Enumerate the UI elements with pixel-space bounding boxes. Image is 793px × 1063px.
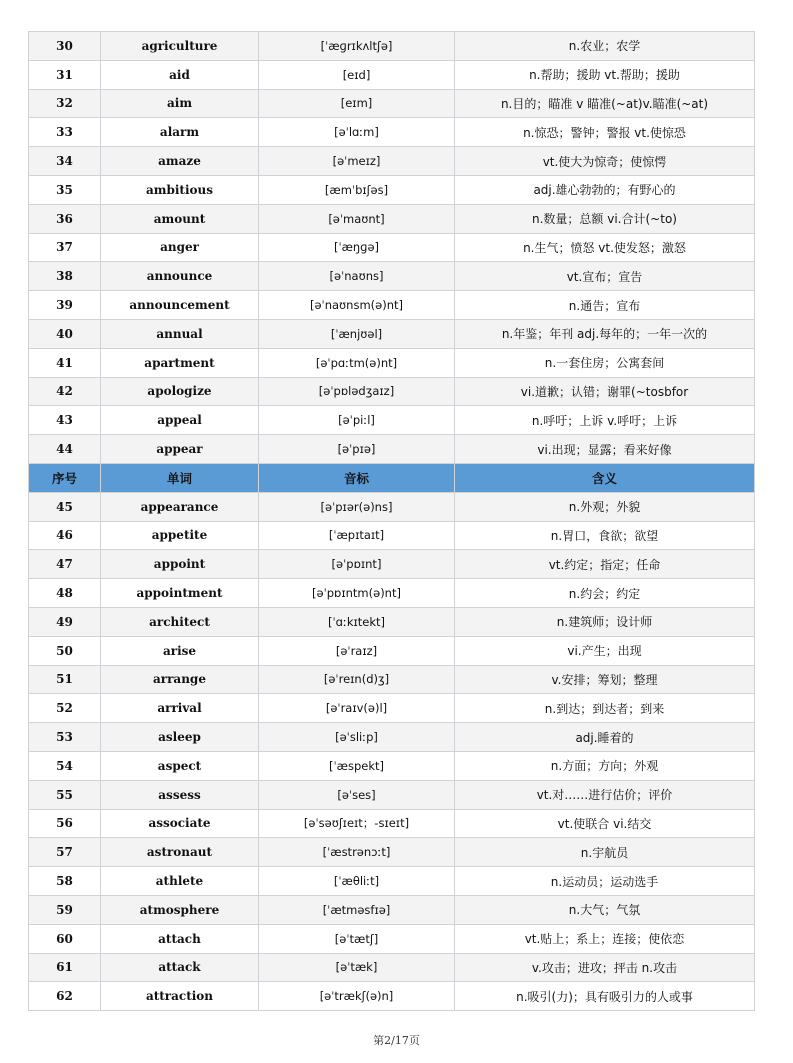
- word-cell: anger: [101, 233, 259, 262]
- table-row: [29, 751, 755, 780]
- meaning-cell: vi.道歉；认错；谢罪(~tosbfor: [455, 377, 755, 406]
- table-row: [29, 982, 755, 1011]
- phonetic-cell: [əˈmaʊnt]: [259, 204, 455, 233]
- word-cell: annual: [101, 319, 259, 348]
- phonetic-cell: [ˈæspekt]: [259, 751, 455, 780]
- vocab-table-body: [29, 32, 755, 1011]
- phonetic-cell: [ˈænjʊəl]: [259, 319, 455, 348]
- meaning-cell: n.约会；约定: [455, 579, 755, 608]
- row-number: 55: [29, 780, 101, 809]
- table-row: [29, 204, 755, 233]
- word-cell: assess: [101, 780, 259, 809]
- phonetic-cell: [əˈtætʃ]: [259, 924, 455, 953]
- meaning-cell: n.建筑师；设计师: [455, 607, 755, 636]
- row-number: 38: [29, 262, 101, 291]
- phonetic-cell: [əˈtrækʃ(ə)n]: [259, 982, 455, 1011]
- meaning-cell: adj.睡着的: [455, 723, 755, 752]
- meaning-cell: n.大气；气氛: [455, 895, 755, 924]
- word-cell: amaze: [101, 147, 259, 176]
- table-row: [29, 492, 755, 521]
- meaning-cell: n.数量；总额 vi.合计(~to): [455, 204, 755, 233]
- row-number: 53: [29, 723, 101, 752]
- header-phonetic: 音标: [259, 463, 455, 492]
- meaning-cell: vi.产生；出现: [455, 636, 755, 665]
- row-number: 61: [29, 953, 101, 982]
- phonetic-cell: [ˈæstrənɔːt]: [259, 838, 455, 867]
- table-row: [29, 838, 755, 867]
- word-cell: appoint: [101, 550, 259, 579]
- word-cell: associate: [101, 809, 259, 838]
- phonetic-cell: [ˈæŋɡə]: [259, 233, 455, 262]
- phonetic-cell: [əˈraɪv(ə)l]: [259, 694, 455, 723]
- table-row: [29, 175, 755, 204]
- phonetic-cell: [əˈtæk]: [259, 953, 455, 982]
- row-number: 52: [29, 694, 101, 723]
- word-cell: agriculture: [101, 32, 259, 61]
- phonetic-cell: [eɪd]: [259, 60, 455, 89]
- meaning-cell: n.胃口，食欲；欲望: [455, 521, 755, 550]
- row-number: 54: [29, 751, 101, 780]
- table-row: [29, 953, 755, 982]
- row-number: 43: [29, 406, 101, 435]
- phonetic-cell: [əˈlɑːm]: [259, 118, 455, 147]
- vocab-table: [28, 31, 755, 1011]
- phonetic-cell: [əˈpɒlədʒaɪz]: [259, 377, 455, 406]
- row-number: 33: [29, 118, 101, 147]
- phonetic-cell: [eɪm]: [259, 89, 455, 118]
- word-cell: appeal: [101, 406, 259, 435]
- row-number: 50: [29, 636, 101, 665]
- row-number: 32: [29, 89, 101, 118]
- meaning-cell: n.农业；农学: [455, 32, 755, 61]
- row-number: 49: [29, 607, 101, 636]
- table-row: [29, 665, 755, 694]
- word-cell: atmosphere: [101, 895, 259, 924]
- phonetic-cell: [ˈætməsfɪə]: [259, 895, 455, 924]
- row-number: 42: [29, 377, 101, 406]
- row-number: 37: [29, 233, 101, 262]
- row-number: 59: [29, 895, 101, 924]
- word-cell: aid: [101, 60, 259, 89]
- phonetic-cell: [əˈpiːl]: [259, 406, 455, 435]
- word-cell: alarm: [101, 118, 259, 147]
- word-cell: attack: [101, 953, 259, 982]
- table-row: [29, 89, 755, 118]
- meaning-cell: n.生气；愤怒 vt.使发怒；激怒: [455, 233, 755, 262]
- table-row: [29, 867, 755, 896]
- row-number: 60: [29, 924, 101, 953]
- table-row: [29, 262, 755, 291]
- meaning-cell: n.到达；到达者；到来: [455, 694, 755, 723]
- phonetic-cell: [əˈnaʊns]: [259, 262, 455, 291]
- row-number: 35: [29, 175, 101, 204]
- meaning-cell: n.一套住房；公寓套间: [455, 348, 755, 377]
- row-number: 41: [29, 348, 101, 377]
- header-meaning: 含义: [455, 463, 755, 492]
- table-row: [29, 694, 755, 723]
- phonetic-cell: [əˈses]: [259, 780, 455, 809]
- meaning-cell: n.年鉴；年刊 adj.每年的；一年一次的: [455, 319, 755, 348]
- phonetic-cell: [ˈæθliːt]: [259, 867, 455, 896]
- table-header-row: [29, 463, 755, 492]
- word-cell: amount: [101, 204, 259, 233]
- word-cell: attraction: [101, 982, 259, 1011]
- word-cell: astronaut: [101, 838, 259, 867]
- table-row: [29, 435, 755, 464]
- table-row: [29, 60, 755, 89]
- phonetic-cell: [əˈpɑːtm(ə)nt]: [259, 348, 455, 377]
- table-row: [29, 118, 755, 147]
- meaning-cell: n.目的；瞄准 v 瞄准(~at)v.瞄准(~at): [455, 89, 755, 118]
- word-cell: apologize: [101, 377, 259, 406]
- row-number: 56: [29, 809, 101, 838]
- table-row: [29, 32, 755, 61]
- row-number: 34: [29, 147, 101, 176]
- header-word: 单词: [101, 463, 259, 492]
- table-row: [29, 636, 755, 665]
- row-number: 39: [29, 291, 101, 320]
- meaning-cell: n.呼吁；上诉 v.呼吁；上诉: [455, 406, 755, 435]
- phonetic-cell: [ˈɑːkɪtekt]: [259, 607, 455, 636]
- row-number: 48: [29, 579, 101, 608]
- word-cell: appointment: [101, 579, 259, 608]
- word-cell: appear: [101, 435, 259, 464]
- phonetic-cell: [əˈnaʊnsm(ə)nt]: [259, 291, 455, 320]
- table-row: [29, 291, 755, 320]
- word-cell: announcement: [101, 291, 259, 320]
- word-cell: arise: [101, 636, 259, 665]
- meaning-cell: vt.对……进行估价；评价: [455, 780, 755, 809]
- meaning-cell: n.外观；外貌: [455, 492, 755, 521]
- table-row: [29, 521, 755, 550]
- meaning-cell: v.安排；筹划；整理: [455, 665, 755, 694]
- table-row: [29, 723, 755, 752]
- meaning-cell: n.方面；方向；外观: [455, 751, 755, 780]
- meaning-cell: vi.出现；显露；看来好像: [455, 435, 755, 464]
- table-row: [29, 406, 755, 435]
- table-row: [29, 377, 755, 406]
- word-cell: arrival: [101, 694, 259, 723]
- word-cell: ambitious: [101, 175, 259, 204]
- meaning-cell: vt.贴上；系上；连接；使依恋: [455, 924, 755, 953]
- meaning-cell: n.吸引(力)；具有吸引力的人或事: [455, 982, 755, 1011]
- meaning-cell: vt.约定；指定；任命: [455, 550, 755, 579]
- meaning-cell: adj.雄心勃勃的；有野心的: [455, 175, 755, 204]
- page-number: 第2/17页: [373, 1034, 420, 1047]
- row-number: 40: [29, 319, 101, 348]
- word-cell: aim: [101, 89, 259, 118]
- row-number: 62: [29, 982, 101, 1011]
- word-cell: aspect: [101, 751, 259, 780]
- table-row: [29, 348, 755, 377]
- phonetic-cell: [əˈreɪn(d)ʒ]: [259, 665, 455, 694]
- meaning-cell: n.宇航员: [455, 838, 755, 867]
- table-row: [29, 147, 755, 176]
- phonetic-cell: [æmˈbɪʃəs]: [259, 175, 455, 204]
- row-number: 57: [29, 838, 101, 867]
- table-row: [29, 579, 755, 608]
- meaning-cell: n.帮助；援助 vt.帮助；援助: [455, 60, 755, 89]
- word-cell: athlete: [101, 867, 259, 896]
- table-row: [29, 319, 755, 348]
- meaning-cell: vt.使大为惊奇；使惊愕: [455, 147, 755, 176]
- phonetic-cell: [əˈraɪz]: [259, 636, 455, 665]
- row-number: 58: [29, 867, 101, 896]
- word-cell: apartment: [101, 348, 259, 377]
- table-row: [29, 233, 755, 262]
- word-cell: attach: [101, 924, 259, 953]
- phonetic-cell: [ˈæɡrɪkʌltʃə]: [259, 32, 455, 61]
- word-cell: appearance: [101, 492, 259, 521]
- phonetic-cell: [əˈpɒɪnt]: [259, 550, 455, 579]
- phonetic-cell: [əˈpɪər(ə)ns]: [259, 492, 455, 521]
- word-cell: announce: [101, 262, 259, 291]
- meaning-cell: vt.宣布；宣告: [455, 262, 755, 291]
- phonetic-cell: [əˈsliːp]: [259, 723, 455, 752]
- phonetic-cell: [ˈæpɪtaɪt]: [259, 521, 455, 550]
- table-row: [29, 809, 755, 838]
- word-cell: asleep: [101, 723, 259, 752]
- row-number: 30: [29, 32, 101, 61]
- phonetic-cell: [əˈsəʊʃɪeɪt；-sɪeɪt]: [259, 809, 455, 838]
- phonetic-cell: [əˈpɒɪntm(ə)nt]: [259, 579, 455, 608]
- table-row: [29, 780, 755, 809]
- word-cell: appetite: [101, 521, 259, 550]
- table-row: [29, 607, 755, 636]
- table-row: [29, 924, 755, 953]
- row-number: 47: [29, 550, 101, 579]
- table-row: [29, 550, 755, 579]
- phonetic-cell: [əˈmeɪz]: [259, 147, 455, 176]
- row-number: 31: [29, 60, 101, 89]
- meaning-cell: n.惊恐；警钟；警报 vt.使惊恐: [455, 118, 755, 147]
- row-number: 51: [29, 665, 101, 694]
- row-number: 44: [29, 435, 101, 464]
- meaning-cell: v.攻击；进攻；抨击 n.攻击: [455, 953, 755, 982]
- meaning-cell: n.运动员；运动选手: [455, 867, 755, 896]
- table-row: [29, 895, 755, 924]
- phonetic-cell: [əˈpɪə]: [259, 435, 455, 464]
- word-cell: architect: [101, 607, 259, 636]
- row-number: 46: [29, 521, 101, 550]
- row-number: 45: [29, 492, 101, 521]
- meaning-cell: vt.使联合 vi.结交: [455, 809, 755, 838]
- row-number: 36: [29, 204, 101, 233]
- header-number: 序号: [29, 463, 101, 492]
- word-cell: arrange: [101, 665, 259, 694]
- meaning-cell: n.通告；宣布: [455, 291, 755, 320]
